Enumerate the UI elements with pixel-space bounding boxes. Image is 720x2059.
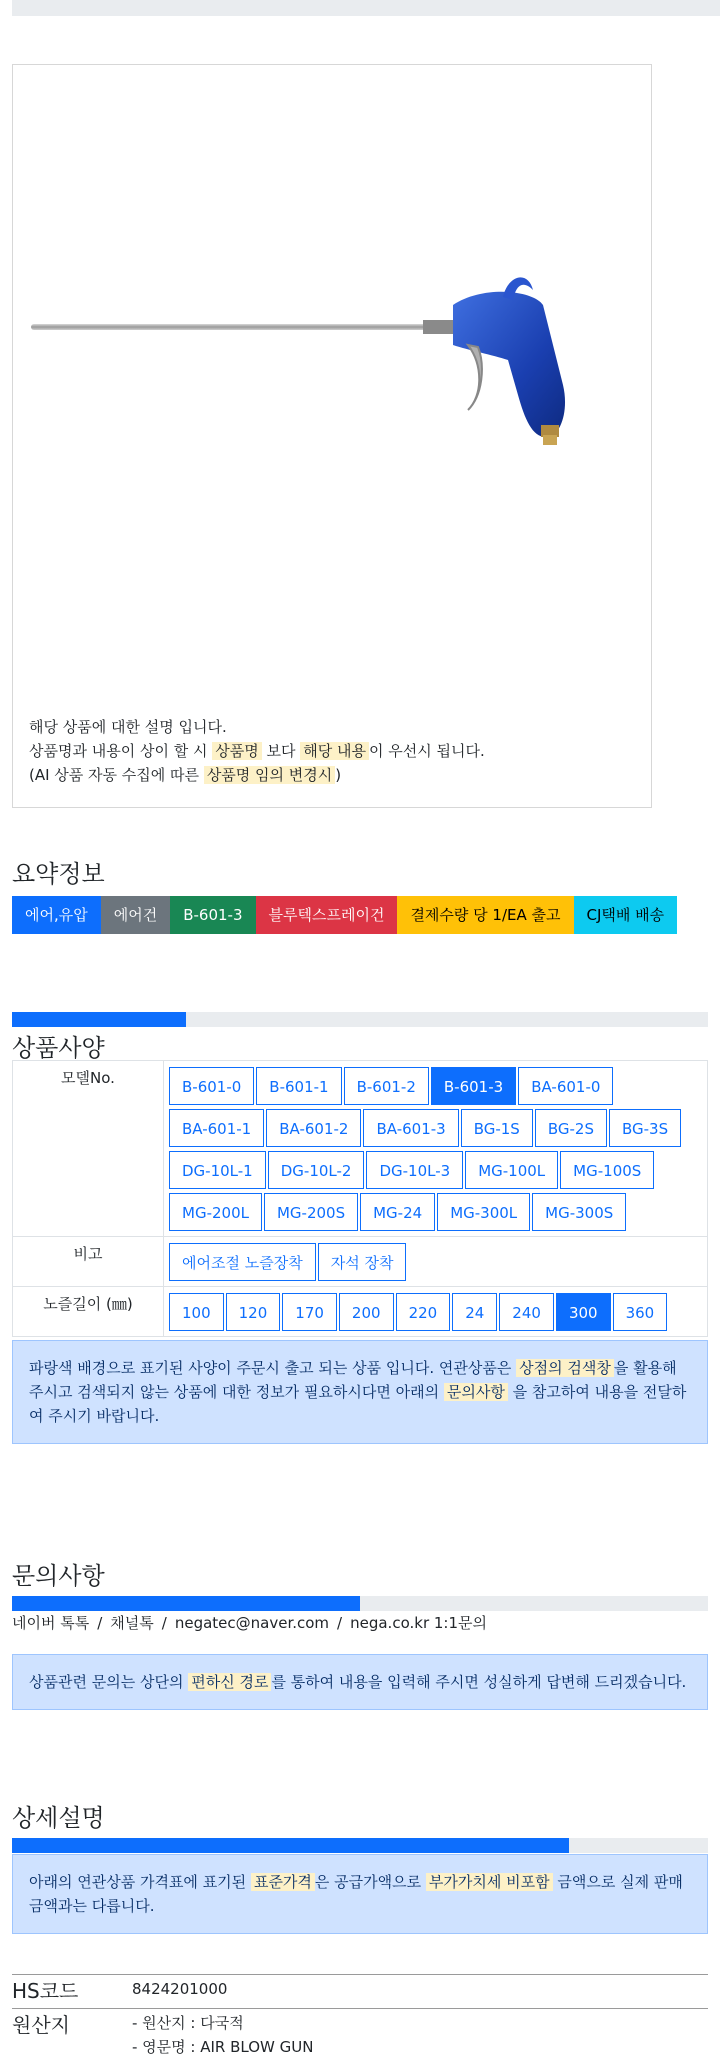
origin-values	[132, 2011, 313, 2059]
inquiry-title: 문의사항	[12, 1562, 105, 1590]
badge-model: B-601-3	[170, 896, 255, 934]
spec-table	[12, 1060, 708, 1337]
length-option[interactable]: 200	[339, 1293, 394, 1331]
model-option[interactable]: B-601-0	[169, 1067, 254, 1105]
length-option[interactable]: 220	[396, 1293, 451, 1331]
inquiry-links	[12, 1612, 487, 1633]
detail-title: 상세설명	[12, 1804, 105, 1832]
link-site-inquiry[interactable]: nega.co.kr 1:1문의	[350, 1614, 487, 1632]
detail-progress-bar	[12, 1838, 708, 1853]
detail-progress-fill	[12, 1838, 569, 1853]
badge-subcategory: 에어건	[101, 896, 170, 934]
spec-progress-bar	[12, 1012, 708, 1027]
top-progress-bar	[12, 0, 720, 16]
model-option[interactable]: B-601-3	[431, 1067, 516, 1105]
spec-row-note	[13, 1237, 708, 1287]
badge-category: 에어,유압	[12, 896, 101, 934]
model-option[interactable]: DG-10L-3	[366, 1151, 463, 1189]
inquiry-progress-fill	[12, 1596, 360, 1611]
highlight: 상품명	[212, 742, 261, 760]
notice-text: 상품명과 내용이 상이 할 시	[29, 742, 208, 760]
model-option[interactable]: MG-200S	[264, 1193, 358, 1231]
badge-product-name: 블루텍스프레이건	[256, 896, 398, 934]
detail-info-alert	[12, 1854, 708, 1934]
notice-text: (AI 상품 자동 수집에 따른	[29, 766, 200, 784]
spec-title: 상품사양	[12, 1034, 105, 1062]
model-option[interactable]: BA-601-1	[169, 1109, 264, 1147]
alert-text: 을 참고하여 내용을 전달하여 주시기 바랍니다.	[29, 1383, 687, 1425]
origin-country: - 원산지 : 다국적	[132, 2014, 244, 2032]
spec-info-alert	[12, 1340, 708, 1444]
notice-text: )	[335, 766, 342, 784]
product-notice	[29, 715, 485, 787]
alert-text: 파랑색 배경으로 표기된 사양이 주문시 출고 되는 상품 입니다. 연관상품은	[29, 1359, 512, 1377]
notice-line-1: 해당 상품에 대한 설명 입니다.	[29, 718, 227, 736]
notice-line-2	[29, 739, 485, 763]
highlight: 편하신 경로	[188, 1673, 271, 1691]
alert-text: 를 통하여 내용을 입력해 주시면 성실하게 답변해 드리겠습니다.	[271, 1673, 687, 1691]
origin-english-name: - 영문명 : AIR BLOW GUN	[132, 2038, 314, 2056]
model-option[interactable]: MG-200L	[169, 1193, 262, 1231]
model-option[interactable]: BG-1S	[461, 1109, 533, 1147]
link-channel-talk[interactable]: 채널톡	[110, 1614, 154, 1632]
length-option[interactable]: 300	[556, 1293, 611, 1331]
note-option[interactable]: 에어조절 노즐장착	[169, 1243, 316, 1281]
badge-shipping: CJ택배 배송	[574, 896, 678, 934]
model-options	[168, 1064, 703, 1233]
alert-text: 을 활용해 주시고 검색되지 않는 상품에 대한 정보가 필요하시다면 아래의	[29, 1359, 677, 1401]
spec-progress-fill	[12, 1012, 186, 1027]
spec-label: 노즐길이 (㎜)	[13, 1287, 164, 1337]
notice-line-3	[29, 763, 485, 787]
model-option[interactable]: B-601-1	[256, 1067, 341, 1105]
separator: /	[337, 1614, 343, 1632]
model-option[interactable]: DG-10L-2	[268, 1151, 365, 1189]
highlight: 해당 내용	[300, 742, 369, 760]
model-option[interactable]: MG-300S	[532, 1193, 626, 1231]
model-option[interactable]: BG-2S	[535, 1109, 607, 1147]
model-option[interactable]: BA-601-0	[518, 1067, 613, 1105]
highlight: 표준가격	[251, 1873, 315, 1891]
hs-code-label: HS코드	[12, 1979, 79, 2003]
separator: /	[161, 1614, 167, 1632]
alert-text: 은 공급가액으로	[314, 1873, 422, 1891]
length-option[interactable]: 24	[452, 1293, 497, 1331]
length-option[interactable]: 240	[499, 1293, 554, 1331]
spec-options	[164, 1287, 708, 1337]
summary-title: 요약정보	[12, 860, 105, 888]
length-option[interactable]: 360	[613, 1293, 668, 1331]
model-option[interactable]: B-601-2	[344, 1067, 429, 1105]
notice-text: 이 우선시 됩니다.	[369, 742, 485, 760]
model-option[interactable]: DG-10L-1	[169, 1151, 266, 1189]
alert-text: 금액으로 실제 판매금액과는 다릅니다.	[29, 1873, 683, 1915]
inquiry-info-alert	[12, 1654, 708, 1710]
origin-row	[12, 2008, 708, 2057]
air-blow-gun-image	[13, 65, 653, 809]
length-option[interactable]: 120	[226, 1293, 281, 1331]
separator: /	[97, 1614, 103, 1632]
spec-row-model	[13, 1061, 708, 1237]
length-option[interactable]: 100	[169, 1293, 224, 1331]
hs-code-row	[12, 1974, 708, 2007]
inquiry-progress-bar	[12, 1596, 708, 1611]
model-option[interactable]: MG-100L	[465, 1151, 558, 1189]
note-options	[168, 1240, 703, 1283]
hs-code-value: 8424201000	[132, 1980, 228, 1998]
highlight: 상품명 임의 변경시	[204, 766, 335, 784]
alert-text: 상품관련 문의는 상단의	[29, 1673, 184, 1691]
origin-label: 원산지	[12, 2013, 70, 2037]
notice-text: 보다	[266, 742, 296, 760]
product-image-box	[12, 64, 652, 808]
length-options	[168, 1290, 703, 1333]
spec-options	[164, 1237, 708, 1287]
highlight: 상점의 검색창	[516, 1359, 614, 1377]
link-email[interactable]: negatec@naver.com	[174, 1614, 330, 1632]
model-option[interactable]: BA-601-2	[266, 1109, 361, 1147]
alert-text: 아래의 연관상품 가격표에 표기된	[29, 1873, 247, 1891]
spec-label: 모델No.	[13, 1061, 164, 1237]
link-naver-talktalk[interactable]: 네이버 톡톡	[12, 1614, 90, 1632]
spec-options	[164, 1061, 708, 1237]
model-option[interactable]: BG-3S	[609, 1109, 681, 1147]
badge-quantity: 결제수량 당 1/EA 출고	[397, 896, 573, 934]
model-option[interactable]: MG-24	[360, 1193, 435, 1231]
spec-label: 비고	[13, 1237, 164, 1287]
length-option[interactable]: 170	[282, 1293, 337, 1331]
model-option[interactable]: MG-100S	[560, 1151, 654, 1189]
highlight: 부가가치세 비포함	[426, 1873, 553, 1891]
summary-badges	[12, 896, 677, 934]
spec-row-length	[13, 1287, 708, 1337]
model-option[interactable]: MG-300L	[437, 1193, 530, 1231]
highlight: 문의사항	[444, 1383, 508, 1401]
note-option[interactable]: 자석 장착	[318, 1243, 407, 1281]
model-option[interactable]: BA-601-3	[363, 1109, 458, 1147]
